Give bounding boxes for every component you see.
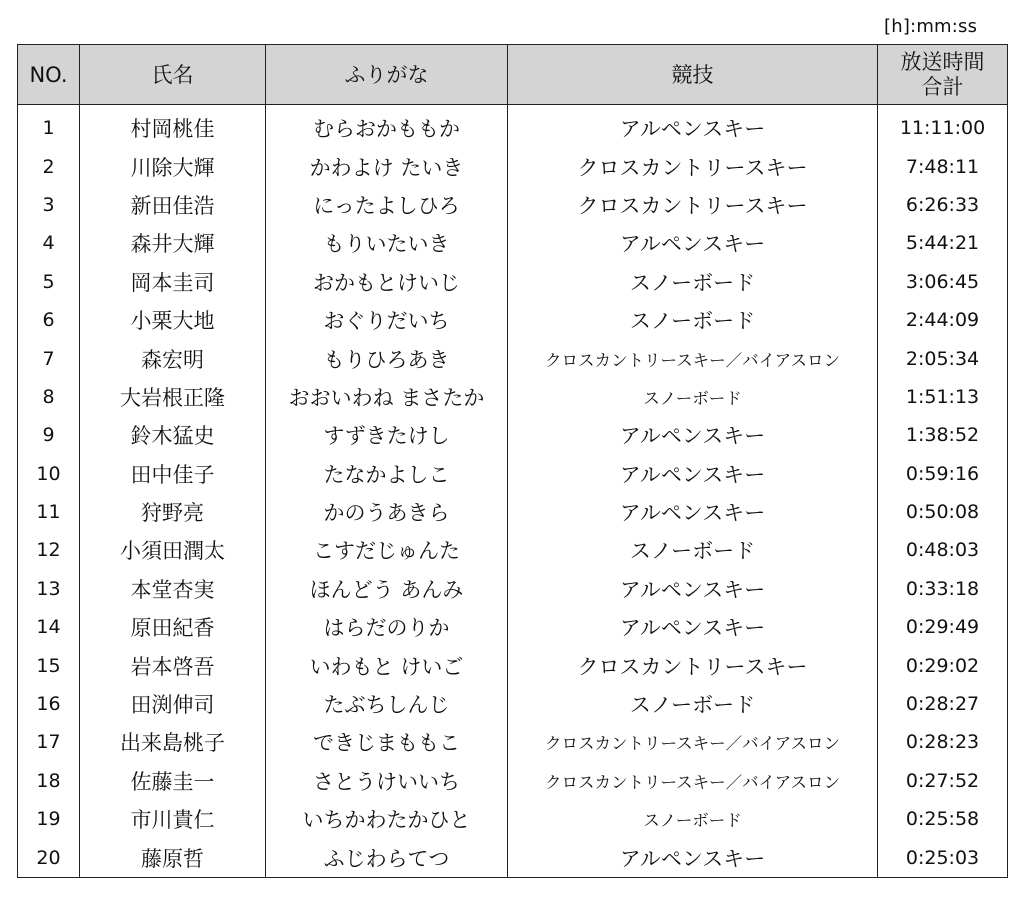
header-furigana: ふりがな — [266, 45, 508, 105]
athlete-furigana: おかもとけいじ — [266, 263, 508, 301]
athlete-name: 田中佳子 — [80, 455, 266, 493]
athlete-name: 村岡桃佳 — [80, 105, 266, 148]
athlete-furigana: むらおかももか — [266, 105, 508, 148]
athlete-furigana: たなかよしこ — [266, 455, 508, 493]
table-row — [18, 186, 1008, 224]
athlete-furigana: もりひろあき — [266, 339, 508, 377]
athlete-name: 森井大輝 — [80, 224, 266, 262]
sport-name: アルペンスキー — [508, 608, 878, 646]
row-number: 15 — [18, 646, 80, 684]
athlete-name: 森宏明 — [80, 339, 266, 377]
row-number: 11 — [18, 493, 80, 531]
table-row — [18, 378, 1008, 416]
sport-name: スノーボード — [508, 685, 878, 723]
table-row — [18, 800, 1008, 838]
broadcast-time: 5:44:21 — [878, 224, 1008, 262]
table-row — [18, 147, 1008, 185]
athlete-name: 本堂杏実 — [80, 570, 266, 608]
table-row — [18, 608, 1008, 646]
athlete-furigana: ふじわらてつ — [266, 838, 508, 877]
table-row — [18, 838, 1008, 877]
row-number: 19 — [18, 800, 80, 838]
athlete-furigana: いちかわたかひと — [266, 800, 508, 838]
row-number: 20 — [18, 838, 80, 877]
header-sport: 競技 — [508, 45, 878, 105]
broadcast-time: 2:44:09 — [878, 301, 1008, 339]
sport-name: アルペンスキー — [508, 416, 878, 454]
broadcast-time: 1:51:13 — [878, 378, 1008, 416]
row-number: 2 — [18, 147, 80, 185]
athlete-name: 新田佳浩 — [80, 186, 266, 224]
row-number: 13 — [18, 570, 80, 608]
row-number: 14 — [18, 608, 80, 646]
table-row — [18, 339, 1008, 377]
broadcast-time: 0:25:03 — [878, 838, 1008, 877]
broadcast-time: 0:29:02 — [878, 646, 1008, 684]
athlete-name: 小栗大地 — [80, 301, 266, 339]
athlete-name: 佐藤圭一 — [80, 762, 266, 800]
athlete-furigana: こすだじゅんた — [266, 531, 508, 569]
athlete-name: 狩野亮 — [80, 493, 266, 531]
sport-name: アルペンスキー — [508, 455, 878, 493]
sport-name: スノーボード — [508, 800, 878, 838]
table-row — [18, 301, 1008, 339]
broadcast-time: 0:29:49 — [878, 608, 1008, 646]
header-name: 氏名 — [80, 45, 266, 105]
athlete-name: 藤原哲 — [80, 838, 266, 877]
broadcast-time-table — [17, 44, 1008, 878]
table-header — [18, 45, 1008, 105]
sport-name: アルペンスキー — [508, 105, 878, 148]
sport-name: クロスカントリースキー／バイアスロン — [508, 723, 878, 761]
table-row — [18, 762, 1008, 800]
header-no: NO. — [18, 45, 80, 105]
broadcast-time: 6:26:33 — [878, 186, 1008, 224]
table-row — [18, 723, 1008, 761]
table-row — [18, 263, 1008, 301]
row-number: 12 — [18, 531, 80, 569]
header-time-line1: 放送時間 — [900, 49, 985, 74]
table-body — [18, 105, 1008, 878]
broadcast-time: 0:25:58 — [878, 800, 1008, 838]
sport-name: クロスカントリースキー — [508, 147, 878, 185]
athlete-name: 岩本啓吾 — [80, 646, 266, 684]
athlete-furigana: すずきたけし — [266, 416, 508, 454]
athlete-name: 岡本圭司 — [80, 263, 266, 301]
broadcast-time: 2:05:34 — [878, 339, 1008, 377]
row-number: 8 — [18, 378, 80, 416]
row-number: 6 — [18, 301, 80, 339]
athlete-furigana: できじまももこ — [266, 723, 508, 761]
table-row — [18, 105, 1008, 148]
row-number: 4 — [18, 224, 80, 262]
athlete-name: 田渕伸司 — [80, 685, 266, 723]
sport-name: スノーボード — [508, 301, 878, 339]
broadcast-time: 0:50:08 — [878, 493, 1008, 531]
athlete-furigana: はらだのりか — [266, 608, 508, 646]
header-broadcast-time — [878, 45, 1008, 105]
row-number: 9 — [18, 416, 80, 454]
athlete-furigana: もりいたいき — [266, 224, 508, 262]
broadcast-time: 0:48:03 — [878, 531, 1008, 569]
sport-name: スノーボード — [508, 531, 878, 569]
sport-name: クロスカントリースキー／バイアスロン — [508, 762, 878, 800]
row-number: 1 — [18, 105, 80, 148]
unit-label: [h]:mm:ss — [884, 16, 978, 37]
athlete-name: 大岩根正隆 — [80, 378, 266, 416]
table-row — [18, 685, 1008, 723]
row-number: 5 — [18, 263, 80, 301]
row-number: 3 — [18, 186, 80, 224]
table-row — [18, 570, 1008, 608]
row-number: 17 — [18, 723, 80, 761]
athlete-name: 小須田潤太 — [80, 531, 266, 569]
athlete-name: 出来島桃子 — [80, 723, 266, 761]
broadcast-time: 3:06:45 — [878, 263, 1008, 301]
athlete-furigana: さとうけいいち — [266, 762, 508, 800]
athlete-furigana: おぐりだいち — [266, 301, 508, 339]
sport-name: アルペンスキー — [508, 493, 878, 531]
athlete-furigana: ほんどう あんみ — [266, 570, 508, 608]
sport-name: アルペンスキー — [508, 570, 878, 608]
broadcast-time: 0:59:16 — [878, 455, 1008, 493]
table-row — [18, 531, 1008, 569]
table-row — [18, 416, 1008, 454]
athlete-name: 原田紀香 — [80, 608, 266, 646]
table-row — [18, 224, 1008, 262]
sport-name: クロスカントリースキー／バイアスロン — [508, 339, 878, 377]
sport-name: クロスカントリースキー — [508, 646, 878, 684]
athlete-furigana: たぶちしんじ — [266, 685, 508, 723]
sport-name: スノーボード — [508, 263, 878, 301]
broadcast-time: 0:28:27 — [878, 685, 1008, 723]
sport-name: アルペンスキー — [508, 838, 878, 877]
athlete-furigana: いわもと けいご — [266, 646, 508, 684]
table-row — [18, 455, 1008, 493]
sport-name: スノーボード — [508, 378, 878, 416]
header-time-line2: 合計 — [921, 74, 964, 99]
broadcast-time: 7:48:11 — [878, 147, 1008, 185]
table-row — [18, 646, 1008, 684]
athlete-furigana: かのうあきら — [266, 493, 508, 531]
row-number: 18 — [18, 762, 80, 800]
athlete-name: 市川貴仁 — [80, 800, 266, 838]
athlete-furigana: おおいわね まさたか — [266, 378, 508, 416]
row-number: 7 — [18, 339, 80, 377]
athlete-name: 鈴木猛史 — [80, 416, 266, 454]
table-row — [18, 493, 1008, 531]
athlete-furigana: かわよけ たいき — [266, 147, 508, 185]
header-row — [18, 45, 1008, 105]
row-number: 10 — [18, 455, 80, 493]
sport-name: クロスカントリースキー — [508, 186, 878, 224]
athlete-name: 川除大輝 — [80, 147, 266, 185]
broadcast-time: 11:11:00 — [878, 105, 1008, 148]
broadcast-time: 0:27:52 — [878, 762, 1008, 800]
sport-name: アルペンスキー — [508, 224, 878, 262]
broadcast-time: 1:38:52 — [878, 416, 1008, 454]
broadcast-time: 0:33:18 — [878, 570, 1008, 608]
broadcast-time: 0:28:23 — [878, 723, 1008, 761]
row-number: 16 — [18, 685, 80, 723]
athlete-furigana: にったよしひろ — [266, 186, 508, 224]
